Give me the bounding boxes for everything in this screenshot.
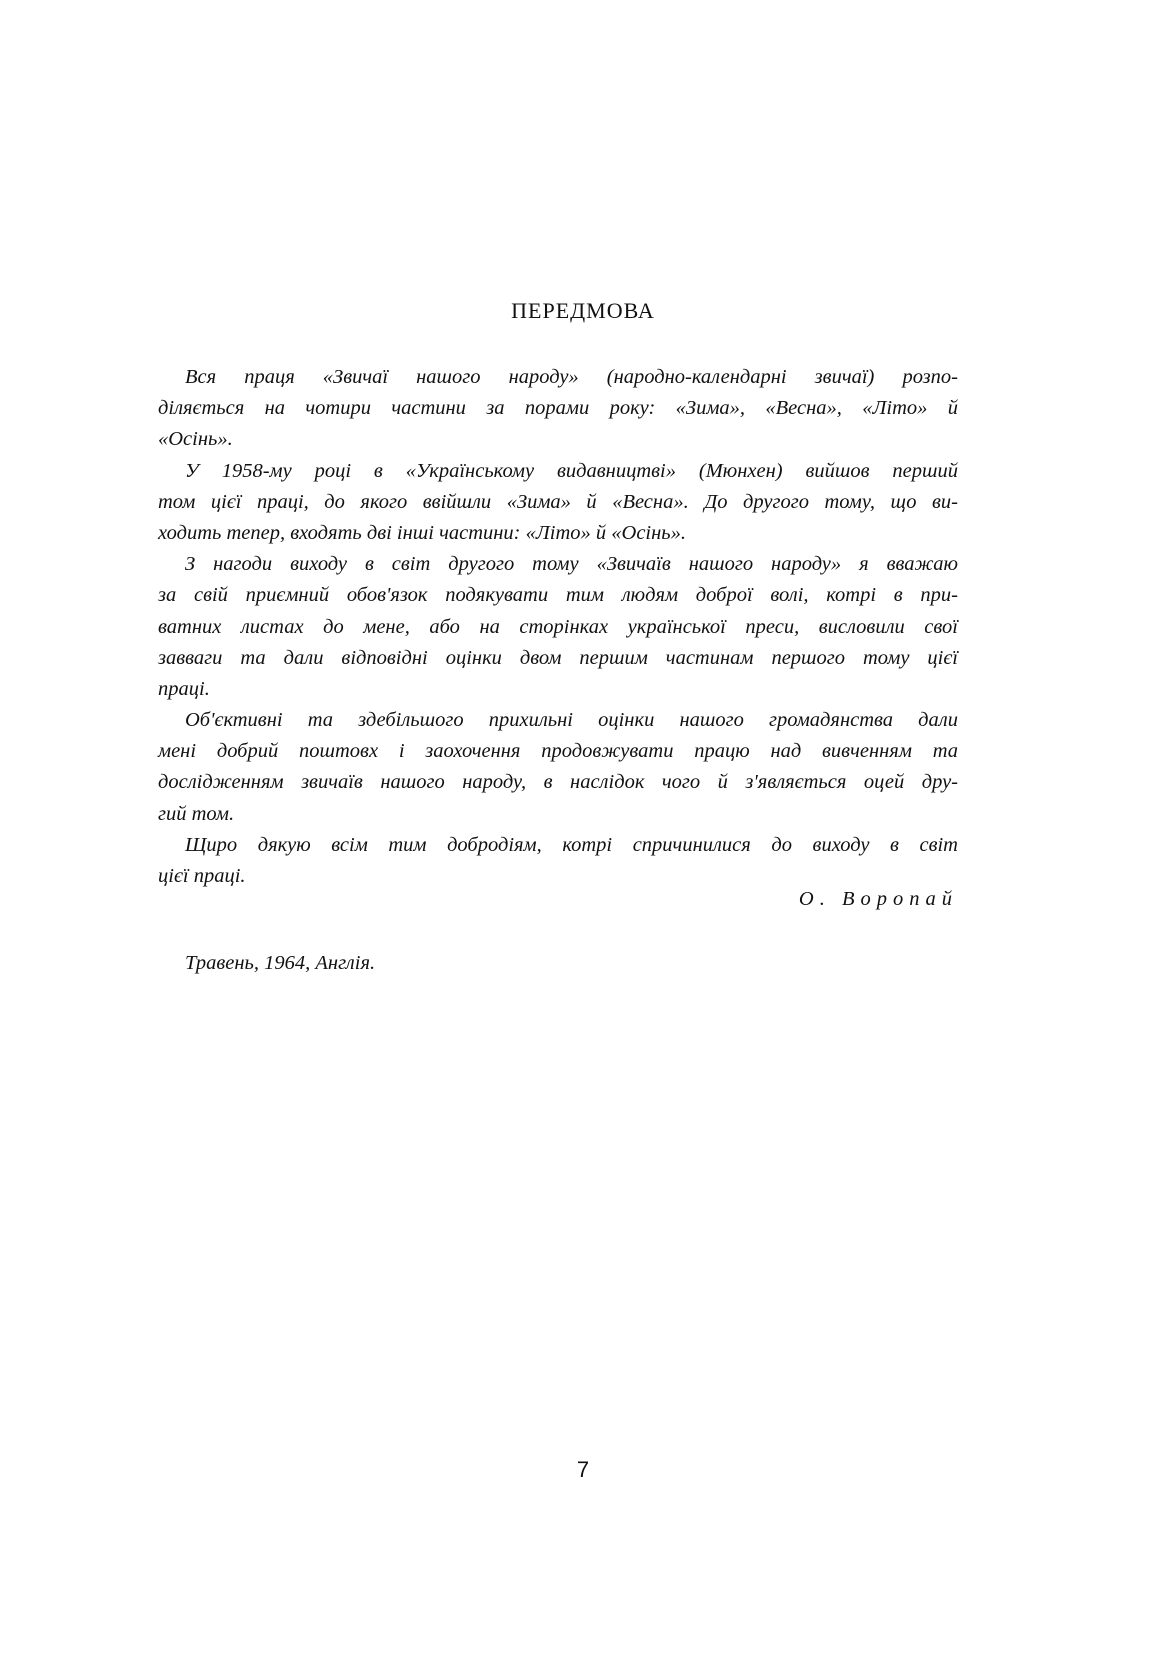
page-number: 7 [576, 1457, 590, 1482]
text-line: цієї праці. [158, 865, 246, 887]
date-place: Травень, 1964, Англія. [185, 952, 376, 974]
text-line: У 1958-му році в «Українському видавництві» (Мюнхен) вийшов перший [185, 459, 958, 482]
text-line: ходить тепер, входять дві інші частини: «Літо» й «Осінь». [158, 521, 686, 544]
text-line: Щиро дякую всім тим добродіям, котрі спричинилися до виходу в світ [185, 833, 958, 856]
text-line: Об'єктивні та здебільшого прихильні оцінки нашого громадянства дали [185, 709, 958, 732]
author-signature: О. Воропай [798, 888, 958, 910]
text-line: З нагоди виходу в світ другого тому «Звичаїв нашого народу» я вважаю [185, 553, 958, 576]
text-line: гий том. [158, 802, 235, 825]
preface-body [158, 362, 958, 892]
text-line: за свій приємний обов'язок подякувати тим людям доброї волі, котрі в при- [158, 584, 958, 607]
text-line: завваги та дали відповідні оцінки двом першим частинам першого тому цієї [158, 646, 958, 669]
text-line: ватних листах до мене, або на сторінках української преси, висловили свої [158, 615, 958, 638]
text-line: том цієї праці, до якого ввійшли «Зима» й «Весна». До другого тому, що ви- [158, 490, 958, 513]
text-line: «Осінь». [158, 428, 233, 451]
text-line: мені добрий поштовх і заохочення продовжувати працю над вивченням та [158, 740, 958, 763]
text-line: дослідженням звичаїв нашого народу, в наслідок чого й з'являється оцей дру- [158, 771, 958, 794]
text-line: діляється на чотири частини за порами року: «Зима», «Весна», «Літо» й [158, 397, 958, 420]
text-line: праці. [158, 677, 210, 700]
page-title: ПЕРЕДМОВА [511, 298, 655, 323]
text-line: Вся праця «Звичаї нашого народу» (народно-календарні звичаї) розпо- [185, 366, 958, 388]
